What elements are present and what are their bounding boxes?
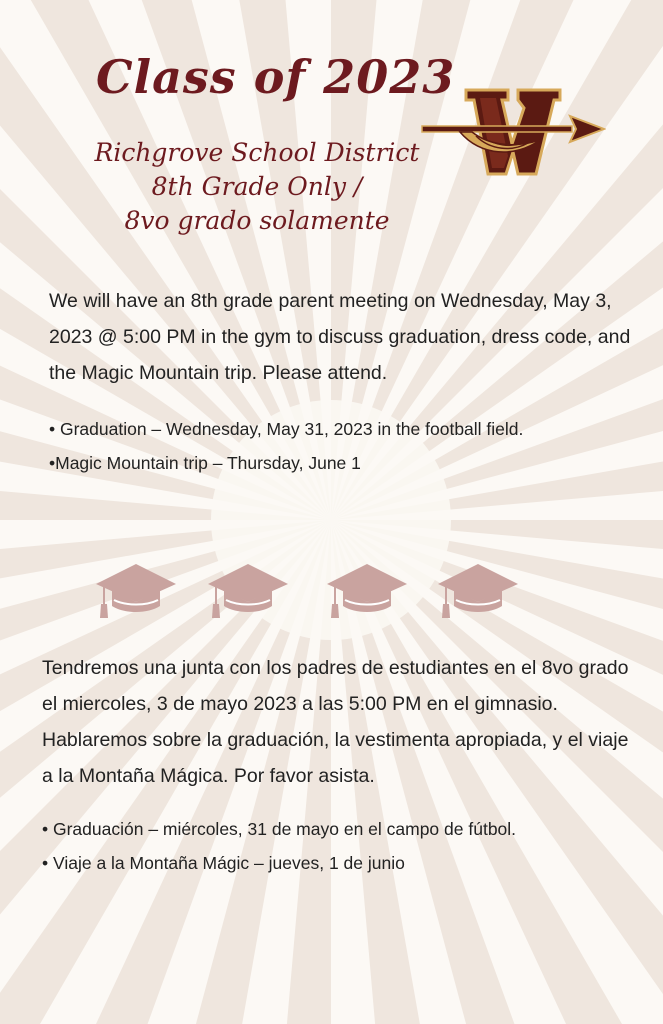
bullet-magic-mountain-en: •Magic Mountain trip – Thursday, June 1 [49, 453, 361, 473]
arrow-w-logo [420, 86, 606, 182]
graduation-cap-icon [436, 562, 520, 624]
english-paragraph: We will have an 8th grade parent meeting on Wednesday, May 3, 2023 @ 5:00 PM in the gym to discuss graduation, dress code, and the Magic Mountain trip. Please attend. [49, 290, 631, 384]
grade-spanish: 8vo grado solamente [124, 206, 390, 235]
bullet-magic-mountain-es: • Viaje a la Montaña Mágic – jueves, 1 de junio [42, 853, 405, 873]
graduation-cap-icon [325, 562, 409, 624]
spanish-bullets [42, 812, 516, 880]
grade-english: 8th Grade Only / [151, 172, 363, 201]
english-bullets [49, 412, 523, 480]
district-name: Richgrove School District [94, 138, 420, 167]
bullet-graduation-es: • Graduación – miércoles, 31 de mayo en el campo de fútbol. [42, 819, 517, 839]
subtitle-block [52, 136, 462, 238]
bullet-graduation-en: • Graduation – Wednesday, May 31, 2023 in the football field. [49, 419, 524, 439]
page-title: Class of 2023 [96, 50, 456, 104]
arrow-icon [422, 116, 604, 152]
graduation-cap-icon [94, 562, 178, 624]
spanish-paragraph: Tendremos una junta con los padres de estudiantes en el 8vo grado el miercoles, 3 de mayo 2023 a las 5:00 PM en el gimnasio. Hablaremos sobre la graduación, la vestimenta apropiada, y el viaje a la Montaña Mágica. Por favor asista. [42, 657, 629, 787]
graduation-cap-icon [206, 562, 290, 624]
